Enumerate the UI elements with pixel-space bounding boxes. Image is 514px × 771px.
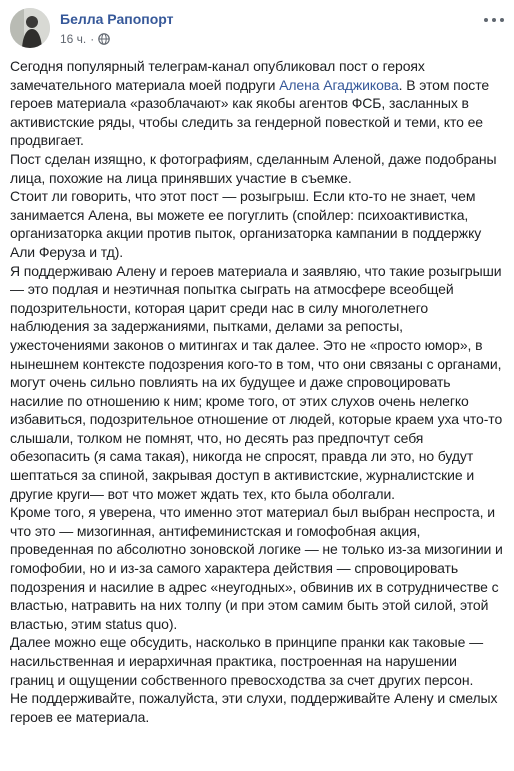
post-timestamp[interactable]: 16 ч. (60, 32, 87, 46)
post-paragraph: Я поддерживаю Алену и героев материала и заявляю, что такие розыгрыши — это подлая и неэтичная попытка сыграть на атмосфере всеобщей подозрительности, которая царит среди нас в силу многолетнего наблюдения за задержаниями, пытками, делами за репосты, ужесточениями законов о митингах и так далее. Это не «просто юмор», в нынешнем контексте подозрения кого-то в том, что они связаны с органами, могут очень сильно повлиять на их будущее и даже спровоцировать насилие по отношению к ним; кроме того, от этих слухов очень нелегко избавиться, подозрительное отношение от людей, которые краем уха что-то слышали, толком не помнят, что, но десять раз предпочтут себя обезопасить (я сама такая), никогда не спросят, правда ли это, но будут шептаться за спиной, закрывая доступ в активистские, журналистские и другие круги— вот что может ждать тех, кто была оболгали. (10, 262, 503, 502)
post-meta: 16 ч. · (60, 32, 110, 46)
author-name[interactable]: Белла Рапопорт (60, 11, 174, 27)
post-paragraph: Кроме того, я уверена, что именно этот материал был выбран неспроста, и что это — мизогинная, антифеминистская и гомофобная акция, проведенная по абсолютно зоновской логике — не только из-за мизогинии и гомофобии, но и из-за самого характера действия — спровоцировать подозрения и насилие в адрес «неугодных», обвинив их в сотрудничестве с властью, натравить на них толпу (и при этом самим быть этой силой, этой властью, этим status quo). (10, 504, 503, 632)
post-header (10, 8, 504, 50)
post-paragraph: Не поддерживайте, пожалуйста, эти слухи, поддерживайте Алену и смелых героев ее материала. (10, 690, 498, 725)
globe-icon[interactable] (98, 33, 110, 45)
post-paragraph: Стоит ли говорить, что этот пост — розыгрыш. Если кто-то не знает, чем занимается Алена, вы можете ее погуглить (спойлер: психоактивистка, организаторка акции против пыток, организаторка кампании в поддержку Али Феруза и тд). (10, 188, 482, 260)
mention-link[interactable]: Алена Агаджикова (279, 76, 399, 93)
more-options-icon[interactable] (484, 14, 504, 26)
post-paragraph: Пост сделан изящно, к фотографиям, сделанным Аленой, даже подобраны лица, похожие на лица принявших участие в съемке. (10, 150, 497, 186)
avatar-photo (10, 8, 50, 48)
post-paragraph: Сегодня популярный телеграм-канал опубликовал пост о героях замечательного материала моей подруги Алена Агаджикова. В этом посте героев материала «разоблачают» как якобы агентов ФСБ, засланных в активистские ряды, чтобы следить за гендерной повесткой и теми, кто ее продвигает. (10, 58, 490, 149)
post-text (10, 57, 504, 726)
author-avatar[interactable] (10, 8, 50, 48)
post-paragraph: Далее можно еще обсудить, насколько в принципе пранки как таковые — насильственная и иерархичная практика, построенная на нарушении границ и ощущении собственного превосходства за счет других персон. (10, 634, 483, 688)
